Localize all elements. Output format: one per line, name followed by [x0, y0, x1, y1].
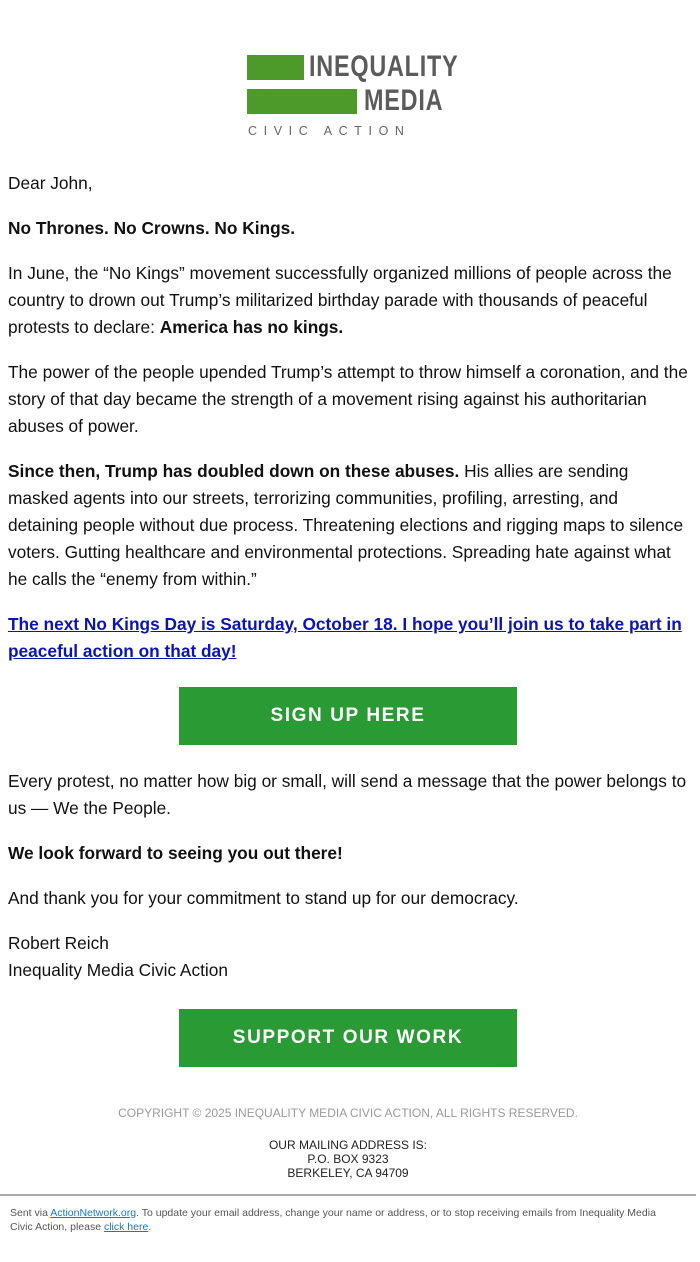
actionnetwork-link[interactable]: ActionNetwork.org — [50, 1207, 137, 1219]
paragraph-june-text: In June, the “No Kings” movement successfully organized millions of people across the country to drown out Trump’s militarized birthday parade with thousands of peaceful protests to declare: — [8, 263, 672, 337]
sent-via-middle: . To update your email address, change your name or address, or to stop receiving emails from Inequality Media Civic Action, please — [10, 1207, 656, 1233]
cta-paragraph — [8, 611, 692, 665]
sent-via-prefix: Sent via — [10, 1207, 51, 1219]
headline-text: No Thrones. No Crowns. No Kings. — [8, 218, 296, 238]
logo-bar-top — [247, 55, 304, 80]
paragraph-thank-you: And thank you for your commitment to stand up for our democracy. — [8, 888, 519, 908]
paragraph-june-bold: America has no kings. — [159, 317, 344, 337]
sent-via-notice — [10, 1206, 670, 1234]
signature-org: Inequality Media Civic Action — [8, 960, 228, 980]
paragraph-abuses-bold: Since then, Trump has doubled down on these abuses. — [8, 461, 460, 481]
logo-tagline: CIVIC ACTION — [248, 124, 411, 138]
paragraph-abuses-text: His allies are sending masked agents into our streets, terrorizing communities, profiling, arresting, and detaining people without due process. Threatening elections and rigging maps to silence voters. Gutting healthcare and environmental protections. Spreading hate against what he calls the “enemy from within.” — [8, 461, 684, 589]
logo-word-inequality: INEQUALITY — [309, 50, 459, 83]
sent-via-suffix: . — [148, 1221, 152, 1233]
mailing-address-po-box: P.O. BOX 9323 — [307, 1152, 389, 1166]
paragraph-every-protest: Every protest, no matter how big or small, will send a message that the power belongs to us — We the People. — [8, 771, 687, 818]
support-our-work-button[interactable]: SUPPORT OUR WORK — [179, 1009, 517, 1067]
mailing-address-label: OUR MAILING ADDRESS IS: — [268, 1138, 428, 1152]
mailing-address-city: BERKELEY, CA 94709 — [287, 1166, 409, 1180]
email-body — [8, 170, 692, 683]
signature-name: Robert Reich — [8, 933, 109, 953]
mailing-address — [0, 1138, 696, 1180]
greeting: Dear John, — [8, 173, 93, 193]
headline — [8, 215, 692, 242]
email-body-lower — [8, 768, 692, 1002]
no-kings-day-link[interactable]: The next No Kings Day is Saturday, October 18. I hope you’ll join us to take part in peaceful action on that day! — [8, 614, 682, 661]
paragraph-june — [8, 260, 692, 341]
look-forward-text: We look forward to seeing you out there! — [8, 843, 343, 863]
footer-divider — [0, 1194, 696, 1196]
click-here-link[interactable]: click here — [103, 1221, 149, 1233]
inequality-media-logo — [247, 52, 457, 142]
paragraph-power: The power of the people upended Trump’s attempt to throw himself a coronation, and the story of that day became the strength of a movement rising against his authoritarian abuses of power. — [8, 362, 688, 436]
logo-word-media: MEDIA — [364, 84, 444, 117]
sign-up-button[interactable]: SIGN UP HERE — [179, 687, 517, 745]
paragraph-look-forward — [8, 840, 692, 867]
signature — [8, 930, 692, 984]
copyright-notice: COPYRIGHT © 2025 INEQUALITY MEDIA CIVIC ACTION, ALL RIGHTS RESERVED. — [118, 1106, 578, 1120]
logo-bar-bottom — [247, 89, 357, 114]
paragraph-abuses — [8, 458, 692, 593]
